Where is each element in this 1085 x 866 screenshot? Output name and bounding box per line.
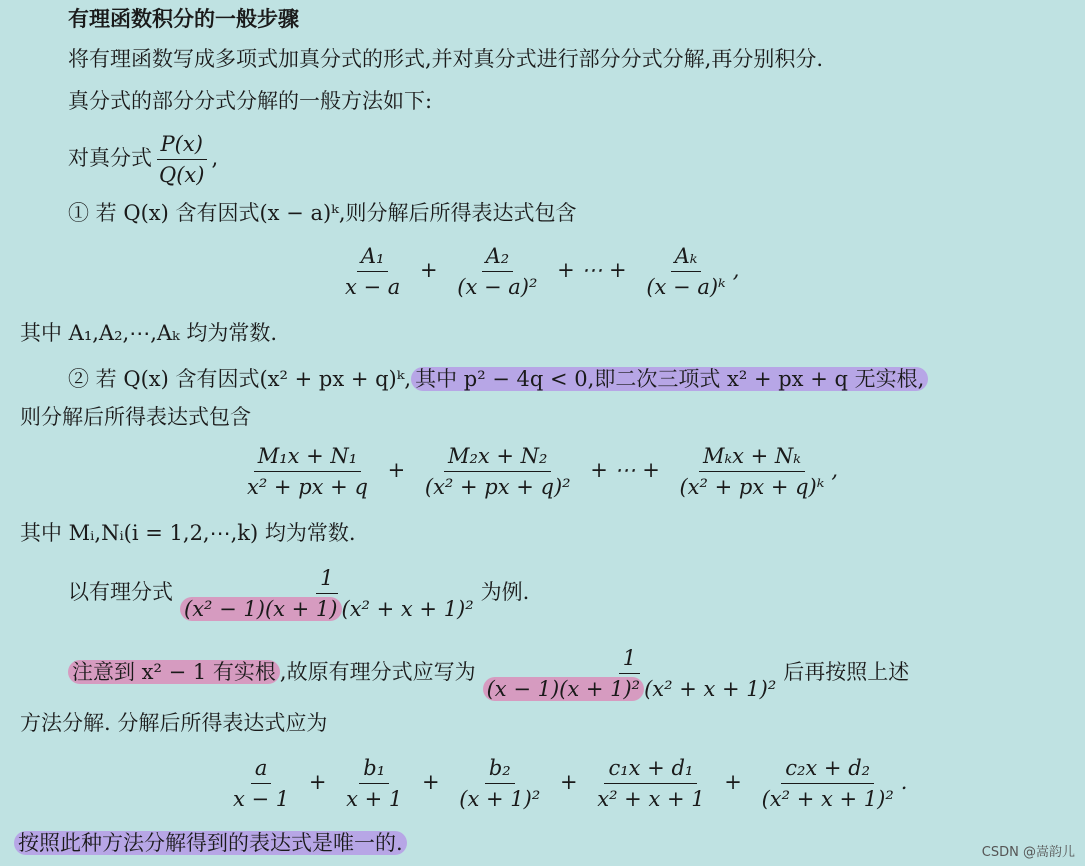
- case1-term1-den: x − a: [345, 275, 401, 299]
- final-term2-den: x + 1: [346, 787, 403, 811]
- final-term3-num: b₂: [485, 755, 515, 784]
- final-term5-num: c₂x + d₂: [781, 755, 874, 784]
- example-den-highlight: (x² − 1)(x + 1): [180, 597, 342, 621]
- comma: ,: [831, 458, 839, 482]
- case2-term1-den: x² + px + q: [247, 475, 368, 499]
- case2-highlight: 其中 p² − 4q < 0,即二次三项式 x² + px + q 无实根,: [411, 367, 928, 391]
- case2-after: 其中 Mᵢ,Nᵢ(i = 1,2,⋯,k) 均为常数.: [20, 521, 356, 545]
- period: .: [900, 770, 908, 794]
- fraction-denominator: Q(x): [159, 163, 205, 187]
- final-term3-den: (x + 1)²: [459, 787, 541, 811]
- example-suffix: 为例.: [480, 580, 530, 604]
- note-den-highlight: (x − 1)(x + 1)²: [483, 677, 645, 701]
- conclusion-highlight: 按照此种方法分解得到的表达式是唯一的.: [14, 831, 407, 855]
- note-den-rest: (x² + x + 1)²: [644, 677, 777, 701]
- intro-line: 将有理函数写成多项式加真分式的形式,并对真分式进行部分分式分解,再分别积分.: [68, 47, 824, 71]
- example-line: [68, 562, 529, 622]
- example-den-rest: (x² + x + 1)²: [341, 597, 474, 621]
- case1-text: ① 若 Q(x) 含有因式(x − a)ᵏ,则分解后所得表达式包含: [68, 201, 577, 225]
- case2-prefix: ② 若 Q(x) 含有因式(x² + px + q)ᵏ,: [68, 367, 412, 391]
- note-fraction: [479, 645, 781, 702]
- comma: ,: [211, 146, 219, 170]
- case2-term2-num: M₂x + N₂: [444, 443, 552, 472]
- case1-term3-den: (x − a)ᵏ: [646, 275, 726, 299]
- case1-dots: + ⋯ +: [557, 258, 627, 282]
- final-term1-num: a: [251, 755, 272, 784]
- note-num: 1: [619, 645, 640, 674]
- watermark: CSDN @嵩韵儿: [981, 845, 1075, 860]
- case2-term2-den: (x² + px + q)²: [424, 475, 571, 499]
- case2-line: [68, 364, 928, 394]
- proper-fraction-line: [68, 128, 218, 188]
- case2-term1-num: M₁x + N₁: [254, 443, 362, 472]
- case1-formula: $\frac{\text{A₁}}{x - a}$ + $\frac{\text{A₂}}{\text{(x − a)²}}$ + ⋯ + $\frac{\text{Aₖ}}{\text{(x − a)ᵏ}}$ ,: [338, 240, 739, 300]
- example-num: 1: [316, 565, 337, 594]
- case1-term3-num: Aₖ: [671, 243, 702, 272]
- example-prefix: 以有理分式: [68, 580, 173, 604]
- note-mid: ,故原有理分式应写为: [279, 660, 476, 684]
- example-fraction: [176, 565, 478, 622]
- method-line: 方法分解. 分解后所得表达式应为: [20, 711, 328, 735]
- proper-fraction-prefix: 对真分式: [68, 146, 152, 170]
- case1-term1-num: A₁: [357, 243, 389, 272]
- method-intro-line: 真分式的部分分式分解的一般方法如下:: [68, 89, 433, 113]
- case1-term2-num: A₂: [482, 243, 514, 272]
- fraction-numerator: P(x): [157, 131, 207, 160]
- comma: ,: [732, 258, 740, 282]
- case1-term2-den: (x − a)²: [457, 275, 538, 299]
- case2-line2: 则分解后所得表达式包含: [20, 405, 251, 429]
- note-suffix: 后再按照上述: [783, 660, 910, 684]
- page-title: 有理函数积分的一般步骤: [68, 6, 299, 31]
- case2-dots: + ⋯ +: [590, 458, 660, 482]
- final-term4-den: x² + x + 1: [597, 787, 705, 811]
- case2-term3-den: (x² + px + q)ᵏ: [679, 475, 825, 499]
- note-highlight: 注意到 x² − 1 有实根: [68, 660, 280, 684]
- note-line: [68, 642, 909, 702]
- case2-term3-num: Mₖx + Nₖ: [699, 443, 805, 472]
- conclusion-line: [14, 828, 407, 858]
- case2-formula: $\frac{\text{M₁x + N₁}}{\text{x² + px + q}}$ + $\frac{\text{M₂x + N₂}}{\text{(x² + px + q)²}}$ + ⋯ + $\frac{\text{Mₖx + Nₖ}}{\text{(x² + px + q)ᵏ}}$ ,: [240, 440, 838, 500]
- case1-after: 其中 A₁,A₂,⋯,Aₖ 均为常数.: [20, 321, 278, 345]
- final-term4-num: c₁x + d₁: [604, 755, 697, 784]
- final-term5-den: (x² + x + 1)²: [761, 787, 894, 811]
- final-term1-den: x − 1: [233, 787, 290, 811]
- final-formula: $\frac{a}{x - 1}$ + $\frac{\text{b₁}}{x + 1}$ + $\frac{\text{b₂}}{\text{(x + 1)²}}$ + $\frac{\text{c₁x + d₁}}{\text{x² + x + 1}}$ + $\frac{\text{c₂x + d₂}}{\text{(x² + x + 1)²}}$ .: [226, 752, 907, 812]
- proper-fraction: [155, 131, 208, 188]
- final-term2-num: b₁: [359, 755, 389, 784]
